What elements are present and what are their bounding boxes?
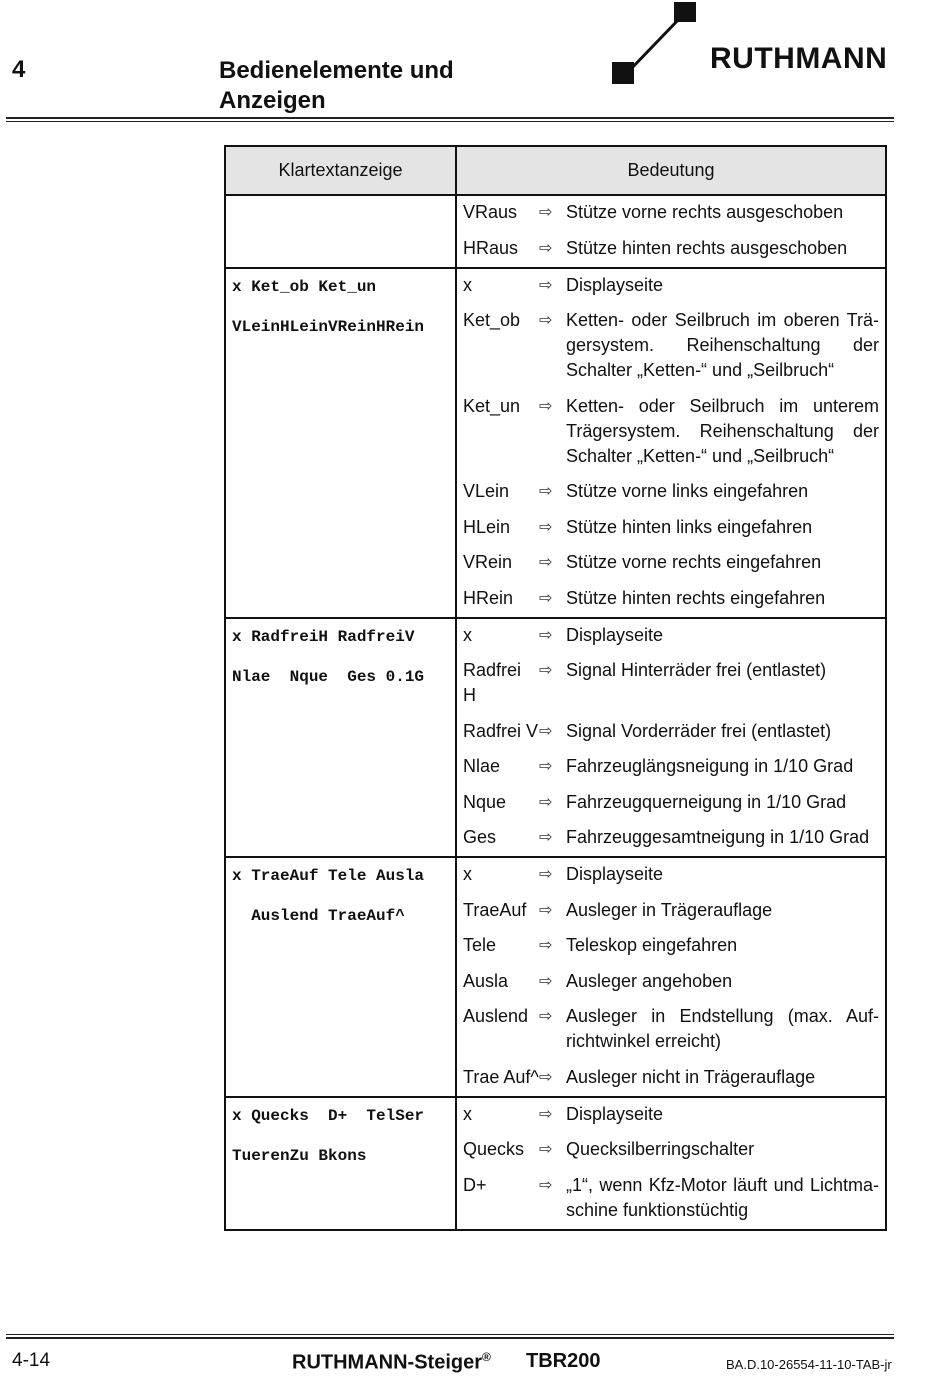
meaning-item [463, 862, 879, 887]
signal-key: VRaus [463, 202, 518, 222]
arrow-right-icon: ⇨ [539, 722, 553, 740]
signal-key: Trae Auf^ [463, 1066, 539, 1087]
signal-description: Stütze hinten links eingefahren [566, 516, 813, 537]
signal-key: Auslend [463, 1006, 529, 1026]
signal-description: Quecksilberringschalter [566, 1139, 755, 1159]
meaning-item [463, 790, 879, 815]
table-row [225, 857, 886, 1097]
table-body [225, 195, 886, 1230]
signal-key: Radfrei H [463, 660, 522, 705]
display-text-line: VLeinHLeinVReinHRein [232, 317, 425, 336]
meaning-item [463, 1004, 879, 1054]
signal-description: Fahrzeuglängsneigung in 1/10 Grad [566, 756, 854, 776]
arrow-right-icon: ⇨ [539, 312, 553, 329]
display-text-line: x TraeAuf Tele Ausla [232, 867, 425, 885]
display-text-line: Auslend TraeAuf^ [232, 907, 405, 925]
meaning-item [463, 658, 879, 708]
footer-rule-thin [6, 1334, 894, 1335]
meaning-cell [456, 618, 886, 858]
signal-description: Ausleger nicht in Trägerauflage [566, 1066, 816, 1087]
display-text-cell [225, 268, 456, 618]
display-text-line: Nlae Nque Ges 0.1G [232, 667, 425, 686]
arrow-right-icon: ⇨ [539, 1105, 553, 1123]
ruthmann-logo-icon [610, 0, 700, 90]
signal-key: x [463, 624, 472, 645]
table-row [225, 195, 886, 268]
arrow-right-icon: ⇨ [539, 554, 553, 571]
arrow-right-icon: ⇨ [539, 866, 553, 883]
meaning-item [463, 1137, 879, 1162]
signal-description: Ketten- oder Seilbruch im oberen Trä-gersystem. Reihenschaltung der Schalter „Ketten-“ und „Seilbruch“ [566, 310, 879, 380]
registered-mark: ® [482, 1350, 491, 1364]
meaning-item [463, 273, 879, 298]
signal-key: D+ [463, 1174, 487, 1195]
table-row [225, 1097, 886, 1230]
header-rule-thick [6, 117, 894, 119]
footer-brand-text: RUTHMANN-Steiger [292, 1351, 482, 1374]
meaning-item [463, 969, 879, 994]
meaning-cell [456, 1097, 886, 1230]
meaning-item [463, 1065, 879, 1090]
meaning-item [463, 394, 879, 469]
arrow-right-icon: ⇨ [539, 937, 553, 954]
footer-model: TBR200 [526, 1350, 601, 1372]
chapter-title-line2: Anzeigen [219, 87, 326, 114]
meaning-cell [456, 268, 886, 618]
meaning-item [463, 236, 879, 261]
arrow-right-icon: ⇨ [539, 1068, 553, 1086]
meaning-item [463, 1173, 879, 1223]
arrow-right-icon: ⇨ [539, 518, 553, 536]
display-text-line: x Ket_ob Ket_un [232, 277, 377, 296]
logo-text: RUTHMANN [710, 42, 888, 75]
signal-description: Ausleger in Trägerauflage [566, 899, 773, 920]
signal-description: Stütze vorne rechts ausgeschoben [566, 202, 844, 222]
chapter-number: 4 [12, 56, 26, 83]
signal-key: Tele [463, 935, 497, 955]
meaning-item [463, 550, 879, 575]
signal-description: Displayseite [566, 624, 664, 645]
arrow-right-icon: ⇨ [539, 589, 553, 607]
header-rule-thin [6, 121, 894, 122]
signal-key: x [463, 274, 472, 295]
signal-key: Nlae [463, 756, 501, 776]
signal-description: Fahrzeugquerneigung in 1/10 Grad [566, 791, 847, 812]
signal-key: HLein [463, 516, 511, 537]
signal-description: Ketten- oder Seilbruch im unterem Trägersystem. Reihenschaltung der Schalter „Ketten-“ und „Seilbruch“ [566, 395, 879, 466]
meaning-item [463, 754, 879, 779]
signal-description: Ausleger in Endstellung (max. Auf-richtwinkel erreicht) [566, 1006, 879, 1051]
meaning-item [463, 933, 879, 958]
signal-key: Ges [463, 827, 497, 847]
signal-description: Stütze vorne links eingefahren [566, 481, 809, 501]
footer-rule-thick [6, 1337, 894, 1339]
signal-key: VLein [463, 481, 510, 501]
meaning-item [463, 479, 879, 504]
display-text-cell [225, 1097, 456, 1230]
arrow-right-icon: ⇨ [539, 793, 553, 811]
signal-description: Fahrzeuggesamtneigung in 1/10 Grad [566, 827, 870, 847]
column-header-meaning: Bedeutung [456, 146, 886, 195]
arrow-right-icon: ⇨ [539, 758, 553, 775]
meaning-item [463, 623, 879, 648]
arrow-right-icon: ⇨ [539, 1141, 553, 1158]
signal-description: Displayseite [566, 1103, 664, 1124]
display-meaning-table [224, 145, 887, 1231]
signal-key: TraeAuf [463, 899, 527, 920]
signal-description: Displayseite [566, 864, 664, 884]
signal-description: Stütze vorne rechts eingefahren [566, 552, 822, 572]
signal-key: x [463, 1103, 472, 1124]
signal-key: Ket_un [463, 395, 521, 416]
display-text-cell [225, 618, 456, 858]
meaning-item [463, 719, 879, 744]
signal-key: HRaus [463, 237, 519, 258]
meaning-item [463, 586, 879, 611]
signal-key: VRein [463, 552, 513, 572]
signal-description: Teleskop eingefahren [566, 935, 738, 955]
meaning-item [463, 515, 879, 540]
arrow-right-icon: ⇨ [539, 483, 553, 500]
signal-description: „1“, wenn Kfz-Motor läuft und Lichtma-schine funktionstüchtig [566, 1174, 879, 1220]
column-header-display: Klartextanzeige [225, 146, 456, 195]
signal-description: Stütze hinten rechts ausgeschoben [566, 237, 848, 258]
arrow-right-icon: ⇨ [539, 276, 553, 294]
arrow-right-icon: ⇨ [539, 1008, 553, 1025]
meaning-item [463, 200, 879, 225]
arrow-right-icon: ⇨ [539, 239, 553, 257]
arrow-right-icon: ⇨ [539, 829, 553, 846]
display-text-line: TuerenZu Bkons [232, 1146, 367, 1165]
display-text-line: x Quecks D+ TelSer [232, 1106, 425, 1125]
arrow-right-icon: ⇨ [539, 972, 553, 990]
signal-key: Ket_ob [463, 310, 521, 330]
signal-key: Nque [463, 791, 507, 812]
signal-description: Signal Vorderräder frei (entlastet) [566, 720, 832, 741]
signal-description: Ausleger angehoben [566, 970, 733, 991]
arrow-right-icon: ⇨ [539, 204, 553, 221]
signal-description: Signal Hinterräder frei (entlastet) [566, 660, 827, 680]
meaning-item [463, 898, 879, 923]
signal-description: Displayseite [566, 274, 664, 295]
arrow-right-icon: ⇨ [539, 1176, 553, 1194]
page-number: 4-14 [12, 1350, 51, 1371]
meaning-item [463, 825, 879, 850]
meaning-cell [456, 195, 886, 268]
table-row [225, 268, 886, 618]
arrow-right-icon: ⇨ [539, 397, 553, 415]
table-row [225, 618, 886, 858]
meaning-cell [456, 857, 886, 1097]
display-text-line: x RadfreiH RadfreiV [232, 627, 415, 646]
signal-description: Stütze hinten rechts eingefahren [566, 587, 826, 608]
chapter-title-line1: Bedienelemente und [219, 57, 454, 84]
meaning-item [463, 1102, 879, 1127]
arrow-right-icon: ⇨ [539, 662, 553, 679]
signal-key: Quecks [463, 1139, 525, 1159]
signal-key: x [463, 864, 472, 884]
meaning-item [463, 308, 879, 383]
arrow-right-icon: ⇨ [539, 901, 553, 919]
arrow-right-icon: ⇨ [539, 626, 553, 644]
signal-key: Ausla [463, 970, 509, 991]
signal-key: HRein [463, 587, 514, 608]
chapter-title [219, 56, 454, 116]
display-text-cell [225, 195, 456, 268]
document-code: BA.D.10-26554-11-10-TAB-jr [726, 1357, 892, 1372]
signal-key: Radfrei V [463, 720, 539, 741]
footer-brand [292, 1350, 491, 1375]
display-text-cell [225, 857, 456, 1097]
